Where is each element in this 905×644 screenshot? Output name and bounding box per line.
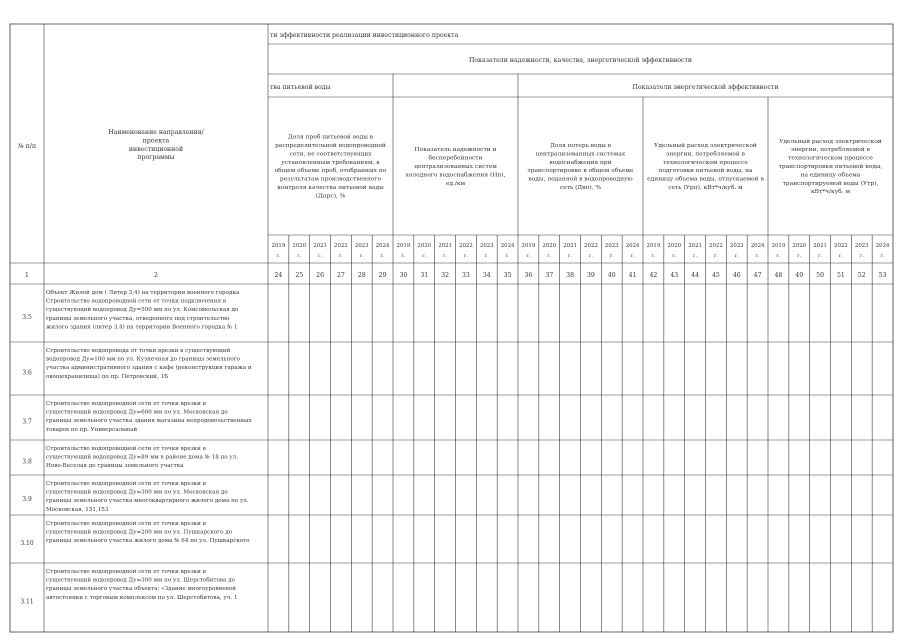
year-label: 2022 (709, 243, 723, 249)
index-cell: 29 (378, 272, 387, 279)
year-suffix: г. (484, 254, 489, 259)
year-suffix: г. (463, 254, 468, 259)
row-number: 3.10 (20, 540, 34, 547)
indicator-header-line: сеть (Урп), кВт*ч/куб. м (668, 185, 743, 191)
table-row (22, 348, 252, 380)
year-suffix: г. (818, 254, 823, 259)
index-cell: 26 (316, 272, 325, 279)
year-suffix: г. (693, 254, 698, 259)
table-row (20, 521, 250, 547)
indicator-header-line: технологическом процессе (663, 159, 748, 166)
index-cell: 48 (774, 272, 783, 279)
year-suffix: г. (797, 254, 802, 259)
indicator-header-line: на единицу объема (800, 172, 861, 179)
indicator-header-line: сети, не соответствующих (289, 151, 372, 158)
index-cell: 44 (691, 272, 700, 279)
year-label: 2024 (875, 243, 890, 249)
table-row (22, 401, 252, 433)
row-description-line: границы земельного участка многоквартирного жилого дома по ул. (46, 498, 249, 505)
year-suffix: г. (276, 254, 281, 259)
index-cell: 37 (545, 272, 554, 279)
year-suffix: г. (380, 254, 385, 259)
table-row (22, 481, 249, 513)
indicator-header-line: водоснабжения при (549, 159, 612, 166)
year-suffix: г. (338, 254, 343, 259)
year-label: 2021 (313, 243, 327, 249)
col-header-name: Наименование направления/ (108, 129, 204, 136)
index-cell: 40 (607, 272, 616, 279)
row-description-line: границы земельного участка объекта: «Здание многоуровневой (46, 586, 236, 593)
indicator-header-line: контроля качества питьевой воды (277, 185, 384, 191)
year-label: 2023 (854, 243, 869, 249)
index-cell: 39 (586, 272, 595, 279)
year-suffix: г. (401, 254, 406, 259)
row-description-line: товаров по пр. Универсальный (46, 426, 138, 433)
row-description-line: Объект Жилой дом ( Литер 3,4) на территории военного городка (46, 290, 240, 296)
indicator-header-line: технологическом процессе (788, 155, 873, 162)
column-index-row (25, 272, 887, 279)
year-suffix: г. (588, 254, 593, 259)
year-label: 2021 (563, 243, 577, 249)
index-cell: 27 (336, 272, 345, 279)
col-header-name: проекта (142, 137, 170, 145)
table-row (22, 446, 238, 469)
year-suffix: г. (713, 254, 718, 259)
year-suffix: г. (734, 254, 739, 259)
indicator-header-line: энергии, потребляемой в (666, 151, 745, 158)
indicator-header-line: воды, поданной в водопроводную (528, 176, 633, 183)
year-label: 2023 (729, 243, 744, 249)
index-cell: 43 (670, 272, 679, 279)
year-suffix: г. (609, 254, 614, 259)
year-label: 2020 (667, 243, 682, 249)
index-cell: 31 (420, 272, 429, 279)
index-cell: 42 (649, 272, 658, 279)
year-suffix: г. (547, 254, 552, 259)
row-description-line: существующий водопровод Ду=89 мм в районе дома № 18 по ул. (46, 454, 239, 461)
row-description-line: существующий водопровод Ду=200 мм по ул. Пушкарского до (46, 529, 233, 536)
index-cell: 34 (482, 272, 491, 279)
row-number: 3.8 (22, 458, 32, 466)
row-description-line: Строительство водопроводной сети от точки врезки в (46, 481, 206, 487)
row-description-line: Строительство водопроводной сети от точки врезки в (46, 446, 206, 452)
row-description-line: участка административного здания с кафе (реконструкция гаража и (46, 365, 252, 372)
row-description-line: границы земельного участка здания магазина непродовольственных (46, 418, 252, 425)
row-description-line: границы земельного участка, отведенного под строительство (46, 315, 230, 322)
year-label: 2024 (375, 243, 390, 249)
indicator-header-line: Доля проб питьевой воды в (287, 134, 374, 141)
index-cell: 41 (628, 272, 637, 279)
year-label: 2019 (396, 243, 411, 249)
year-label: 2019 (271, 243, 286, 249)
indicator-header-line: Показатель надежности и (414, 147, 497, 154)
index-cell: 46 (732, 272, 741, 279)
indicator-header-line: транспортировке в общем объеме (527, 168, 634, 175)
indicator-header-line: Удельный расход электрической (779, 138, 882, 145)
group-label-quality: тва питьевой воды (270, 84, 331, 91)
year-suffix: г. (359, 254, 364, 259)
row-description-line: водопровод Ду=100 мм по ул. Кузнечная до границы земельного (46, 356, 240, 363)
index-cell: 50 (816, 272, 825, 279)
table-row (22, 289, 240, 330)
year-label: 2019 (771, 243, 786, 249)
year-suffix: г. (630, 254, 635, 259)
indicator-header-line: централизованных системах (535, 151, 626, 158)
indicator-header-line: подготовки питьевой воды, на (658, 168, 753, 175)
year-suffix: г. (776, 254, 781, 259)
index-cell: 2 (154, 272, 158, 279)
year-suffix: г. (505, 254, 510, 259)
indicator-header-line: Удельный расход электрической (654, 143, 757, 149)
year-label: 2024 (500, 243, 515, 249)
row-number: 3.7 (22, 418, 32, 426)
year-label: 2019 (646, 243, 661, 249)
year-label: 2022 (584, 243, 598, 249)
row-description-line: Строительство водопроводной сети от точки врезки в (46, 569, 206, 575)
table-body (20, 289, 252, 606)
year-suffix: г. (672, 254, 677, 259)
index-cell: 52 (857, 272, 866, 279)
year-suffix: г. (755, 254, 760, 259)
year-label: 2023 (604, 243, 619, 249)
year-suffix: г. (526, 254, 531, 259)
indicator-header-line: сеть (Двп), % (559, 185, 602, 191)
table-top-title: ти эффективности реализации инвестиционного проекта (270, 32, 459, 39)
index-cell: 35 (503, 272, 512, 279)
row-description-line: существующий водопровод Ду=600 мм по ул. Московская до (46, 409, 228, 416)
indicator-header-line: результатам производственного (279, 176, 382, 183)
row-description-line: Ново-Веселая до границы земельного участка (46, 463, 184, 470)
indicator-header-line: распределительной водопроводной (275, 143, 386, 149)
row-description-line: жилого здания (литер 3,4) на территории Военного городка № 1 (46, 324, 238, 331)
indicator-header-line: энергии, потребляемой в (791, 147, 870, 154)
year-label: 2021 (813, 243, 827, 249)
indicator-header-line: ед./км (445, 180, 466, 187)
year-label: 2019 (521, 243, 536, 249)
row-description-line: существующий водопровод Ду=300 мм по ул. Московская до (46, 489, 228, 496)
year-label: 2022 (459, 243, 473, 249)
col-header-name: программы (137, 154, 175, 162)
year-label: 2022 (334, 243, 348, 249)
year-suffix: г. (318, 254, 323, 259)
year-label: 2020 (542, 243, 557, 249)
year-suffix: г. (443, 254, 448, 259)
index-cell: 36 (524, 272, 533, 279)
indicator-header-line: единицу объема воды, отпускаемой в (647, 176, 764, 183)
year-label: 2023 (354, 243, 369, 249)
index-cell: 28 (357, 272, 366, 279)
year-suffix: г. (880, 254, 885, 259)
row-description-line: Московская, 151,153 (46, 506, 109, 513)
indicator-header-line: бесперебойности (428, 155, 483, 162)
index-cell: 33 (461, 272, 470, 279)
year-label: 2020 (792, 243, 807, 249)
indicator-header-line: общем объеме проб, отобранных по (274, 168, 387, 175)
index-cell: 38 (566, 272, 575, 279)
year-suffix: г. (859, 254, 864, 259)
indicator-header-line: установленным требованиям, в (281, 159, 380, 166)
index-cell: 49 (795, 272, 804, 279)
year-suffix: г. (568, 254, 573, 259)
index-cell: 51 (836, 272, 845, 279)
index-cell: 53 (878, 272, 887, 279)
year-suffix: г. (422, 254, 427, 259)
row-description-line: Строительство водопровода от точки врезки в существующий (46, 348, 231, 354)
row-description-line: овощехранилища) по пр. Петровский, 1Б (46, 373, 169, 380)
table-subtitle: Показатели надежности, качества, энергетической эффективности (468, 57, 693, 64)
year-label: 2024 (750, 243, 765, 249)
index-cell: 1 (25, 272, 29, 279)
group-label-energy: Показатели энергетической эффективности (632, 84, 779, 91)
indicator-header-line: Доля потерь воды в (549, 143, 612, 149)
row-description-line: автостоянки с торговым комплексом по ул. Шерстобитова, уч. 1 (46, 594, 238, 601)
index-cell: 24 (274, 272, 283, 279)
year-label: 2022 (834, 243, 848, 249)
year-suffix: г. (651, 254, 656, 259)
row-number: 3.9 (22, 496, 32, 503)
row-description-line: существующий водопровод Ду=500 мм по ул. Комсомольская до (46, 307, 239, 314)
row-description-line: границы земельного участка жилого дома № 64 по ул. Пушкарского (46, 538, 250, 545)
row-description-line: существующий водопровод Ду=300 мм по ул. Шерстобитова до (46, 577, 235, 584)
table-row (20, 569, 237, 606)
year-label: 2020 (292, 243, 307, 249)
indicator-header-line: транспортируемой воды (Утр), (782, 180, 879, 187)
indicator-header-line: (Дпрс), % (315, 193, 346, 200)
index-cell: 47 (753, 272, 762, 279)
index-cell: 25 (295, 272, 304, 279)
row-description-line: Строительство водопроводной сети от точки врезки в (46, 401, 206, 407)
index-cell: 30 (399, 272, 408, 279)
index-cell: 32 (441, 272, 450, 279)
year-suffix: г. (297, 254, 302, 259)
indicator-header-line: централизованных систем (414, 164, 497, 170)
col-header-name: инвестиционной (128, 145, 184, 153)
row-number: 3.6 (22, 369, 32, 377)
indicator-header-line: кВт*ч/куб. м (810, 189, 851, 196)
indicator-header-line: холодного водоснабжения (Нн), (405, 172, 506, 179)
row-number: 3.11 (20, 598, 34, 606)
year-label: 2020 (417, 243, 432, 249)
row-number: 3.5 (22, 314, 32, 321)
year-label: 2024 (625, 243, 640, 249)
year-suffix: г. (838, 254, 843, 259)
row-description-line: Строительство водопроводной сети от точки врезки в (46, 521, 206, 527)
year-label: 2021 (438, 243, 452, 249)
table-header (18, 32, 883, 199)
row-description-line: Строительство водопроводной сети от точки подключения в (46, 298, 226, 305)
indicator-header-line: транспортировки питьевой воды, (778, 164, 883, 170)
index-cell: 45 (711, 272, 720, 279)
year-label: 2021 (688, 243, 702, 249)
col-header-num: № п/п (17, 143, 37, 150)
year-label: 2023 (479, 243, 494, 249)
